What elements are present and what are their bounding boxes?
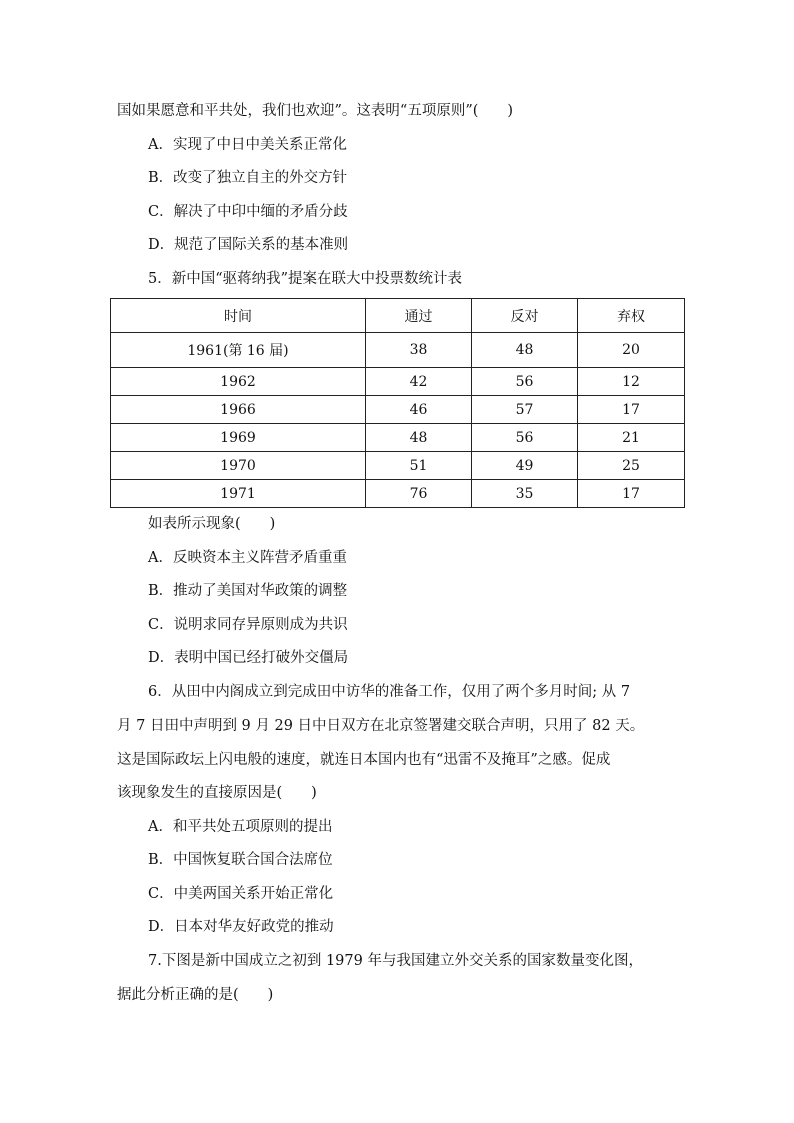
- table-cell-pass: 38: [366, 333, 472, 368]
- header-time: 时间: [111, 299, 366, 333]
- table-row: [111, 333, 685, 368]
- table-cell-abstain: 17: [578, 480, 685, 508]
- q4-option-c[interactable]: C．解决了中印中缅的矛盾分歧: [148, 204, 348, 220]
- q6-stem-line-4: 该现象发生的直接原因是( ): [117, 785, 317, 801]
- table-cell-pass: 46: [366, 396, 472, 424]
- table-cell-year: 1961(第 16 届): [111, 333, 366, 368]
- table-cell-year: 1971: [111, 480, 366, 508]
- q4-option-b[interactable]: B．改变了独立自主的外交方针: [148, 170, 348, 186]
- table-cell-year: 1966: [111, 396, 366, 424]
- q6-option-b[interactable]: B．中国恢复联合国合法席位: [148, 852, 333, 868]
- table-row: [111, 396, 685, 424]
- q6-stem-line-2: 月 7 日田中声明到 9 月 29 日中日双方在北京签署建交联合声明，只用了 82 天。: [117, 718, 645, 734]
- q5-option-c[interactable]: C．说明求同存异原则成为共识: [148, 617, 348, 633]
- table-cell-oppose: 57: [472, 396, 578, 424]
- table-cell-oppose: 35: [472, 480, 578, 508]
- q5-option-a[interactable]: A．反映资本主义阵营矛盾重重: [148, 550, 347, 566]
- q5-title: 5．新中国“驱蒋纳我”提案在联大中投票数统计表: [148, 271, 463, 287]
- q4-stem-end: 国如果愿意和平共处，我们也欢迎”。这表明“五项原则”( ): [117, 103, 514, 119]
- table-header-row: [111, 299, 685, 333]
- table-cell-pass: 42: [366, 368, 472, 396]
- q5-option-b[interactable]: B．推动了美国对华政策的调整: [148, 583, 348, 599]
- table-cell-year: 1970: [111, 452, 366, 480]
- table-row: [111, 452, 685, 480]
- vote-statistics-table-container: [110, 298, 684, 508]
- table-cell-pass: 76: [366, 480, 472, 508]
- q6-option-d[interactable]: D．日本对华友好政党的推动: [148, 919, 334, 935]
- header-pass: 通过: [366, 299, 472, 333]
- table-cell-oppose: 49: [472, 452, 578, 480]
- q5-question: 如表所示现象( ): [148, 516, 276, 532]
- q6-option-a[interactable]: A．和平共处五项原则的提出: [148, 819, 333, 835]
- table-cell-abstain: 21: [578, 424, 685, 452]
- header-abstain: 弃权: [578, 299, 685, 333]
- q6-stem-line-3: 这是国际政坛上闪电般的速度，就连日本国内也有“迅雷不及掩耳”之感。促成: [117, 752, 611, 768]
- table-cell-abstain: 17: [578, 396, 685, 424]
- q5-option-d[interactable]: D．表明中国已经打破外交僵局: [148, 650, 349, 666]
- q6-option-c[interactable]: C．中美两国关系开始正常化: [148, 886, 334, 902]
- table-cell-oppose: 48: [472, 333, 578, 368]
- table-row: [111, 424, 685, 452]
- table-cell-year: 1962: [111, 368, 366, 396]
- q7-stem-line-2: 据此分析正确的是( ): [117, 987, 274, 1003]
- table-cell-abstain: 25: [578, 452, 685, 480]
- table-cell-oppose: 56: [472, 368, 578, 396]
- table-cell-year: 1969: [111, 424, 366, 452]
- table-cell-abstain: 20: [578, 333, 685, 368]
- vote-statistics-table: [110, 298, 685, 508]
- q4-option-a[interactable]: A．实现了中日中美关系正常化: [148, 137, 347, 153]
- table-cell-pass: 48: [366, 424, 472, 452]
- table-cell-oppose: 56: [472, 424, 578, 452]
- table-row: [111, 480, 685, 508]
- table-cell-abstain: 12: [578, 368, 685, 396]
- q6-stem-line-1: 6．从田中内阁成立到完成田中访华的准备工作，仅用了两个多月时间; 从 7: [148, 684, 631, 700]
- table-row: [111, 368, 685, 396]
- q4-option-d[interactable]: D．规范了国际关系的基本准则: [148, 237, 349, 253]
- header-oppose: 反对: [472, 299, 578, 333]
- table-cell-pass: 51: [366, 452, 472, 480]
- q7-stem-line-1: 7.下图是新中国成立之初到 1979 年与我国建立外交关系的国家数量变化图，: [148, 953, 643, 969]
